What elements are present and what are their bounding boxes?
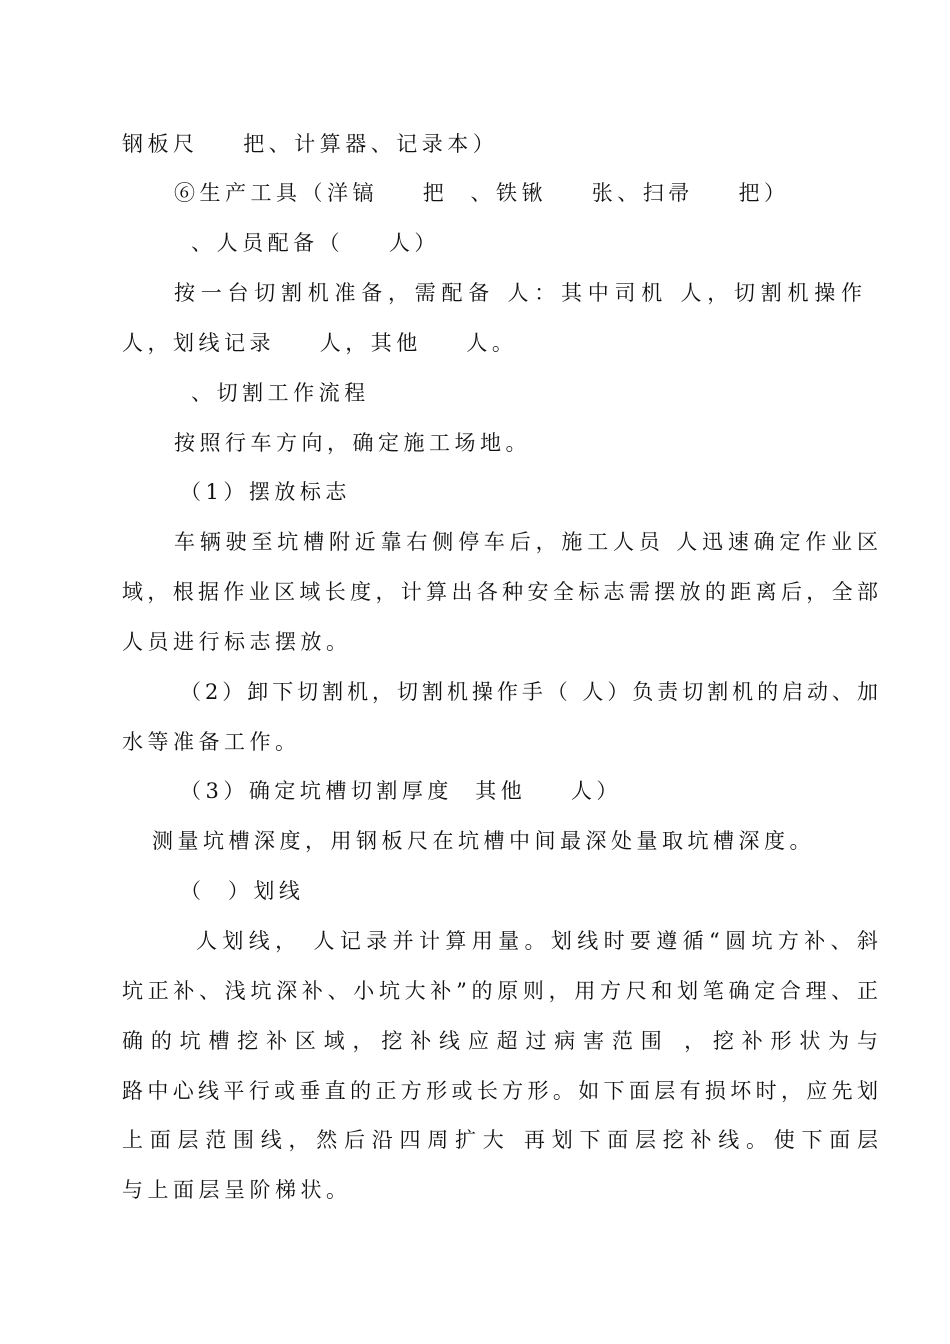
step-heading-3: （3）确定坑槽切割厚度 其他 人） [180,779,622,803]
section-heading-staffing: 、人员配备（ 人） [180,231,440,255]
text-line-11: 人员进行标志摆放。 [122,630,352,654]
section-heading-workflow: 、切割工作流程 [180,381,370,405]
text-line-19: 确的坑槽挖补区域，挖补线应超过病害范围 ，挖补形状为与 [122,1029,878,1053]
text-line-10: 域，根据作业区域长度，计算出各种安全标志需摆放的距离后，全部 [122,580,878,604]
text-line-15: 测量坑槽深度，用钢板尺在坑槽中间最深处量取坑槽深度。 [152,829,815,853]
text-line-20: 路中心线平行或垂直的正方形或长方形。如下面层有损坏时，应先划 [122,1079,878,1103]
text-line-22: 与上面层呈阶梯状。 [122,1178,352,1202]
text-line-18: 坑正补、浅坑深补、小坑大补”的原则，用方尺和划笔确定合理、正 [122,979,878,1003]
step-heading-1: （1）摆放标志 [180,480,351,504]
text-line-1: 钢板尺 把、计算器、记录本） [122,132,499,156]
text-line-9: 车辆驶至坑槽附近靠右侧停车后，施工人员 人迅速确定作业区 [174,530,878,554]
text-line-4: 按一台切割机准备，需配备 人：其中司机 人，切割机操作 [174,281,862,305]
text-line-2: ⑥生产工具（洋镐 把 、铁锹 张、扫帚 把） [174,181,790,205]
text-line-21: 上面层范围线，然后沿四周扩大 再划下面层挖补线。使下面层 [122,1128,878,1152]
step-heading-2: （2）卸下切割机，切割机操作手（ 人）负责切割机的启动、加 [180,680,878,704]
text-line-7: 按照行车方向，确定施工场地。 [174,431,531,455]
text-line-5: 人，划线记录 人，其他 人。 [122,331,518,355]
text-line-13: 水等准备工作。 [122,730,301,754]
step-heading-4: （ ）划线 [180,879,305,903]
text-line-17: 人划线， 人记录并计算用量。划线时要遵循“圆坑方补、斜 [196,929,878,953]
